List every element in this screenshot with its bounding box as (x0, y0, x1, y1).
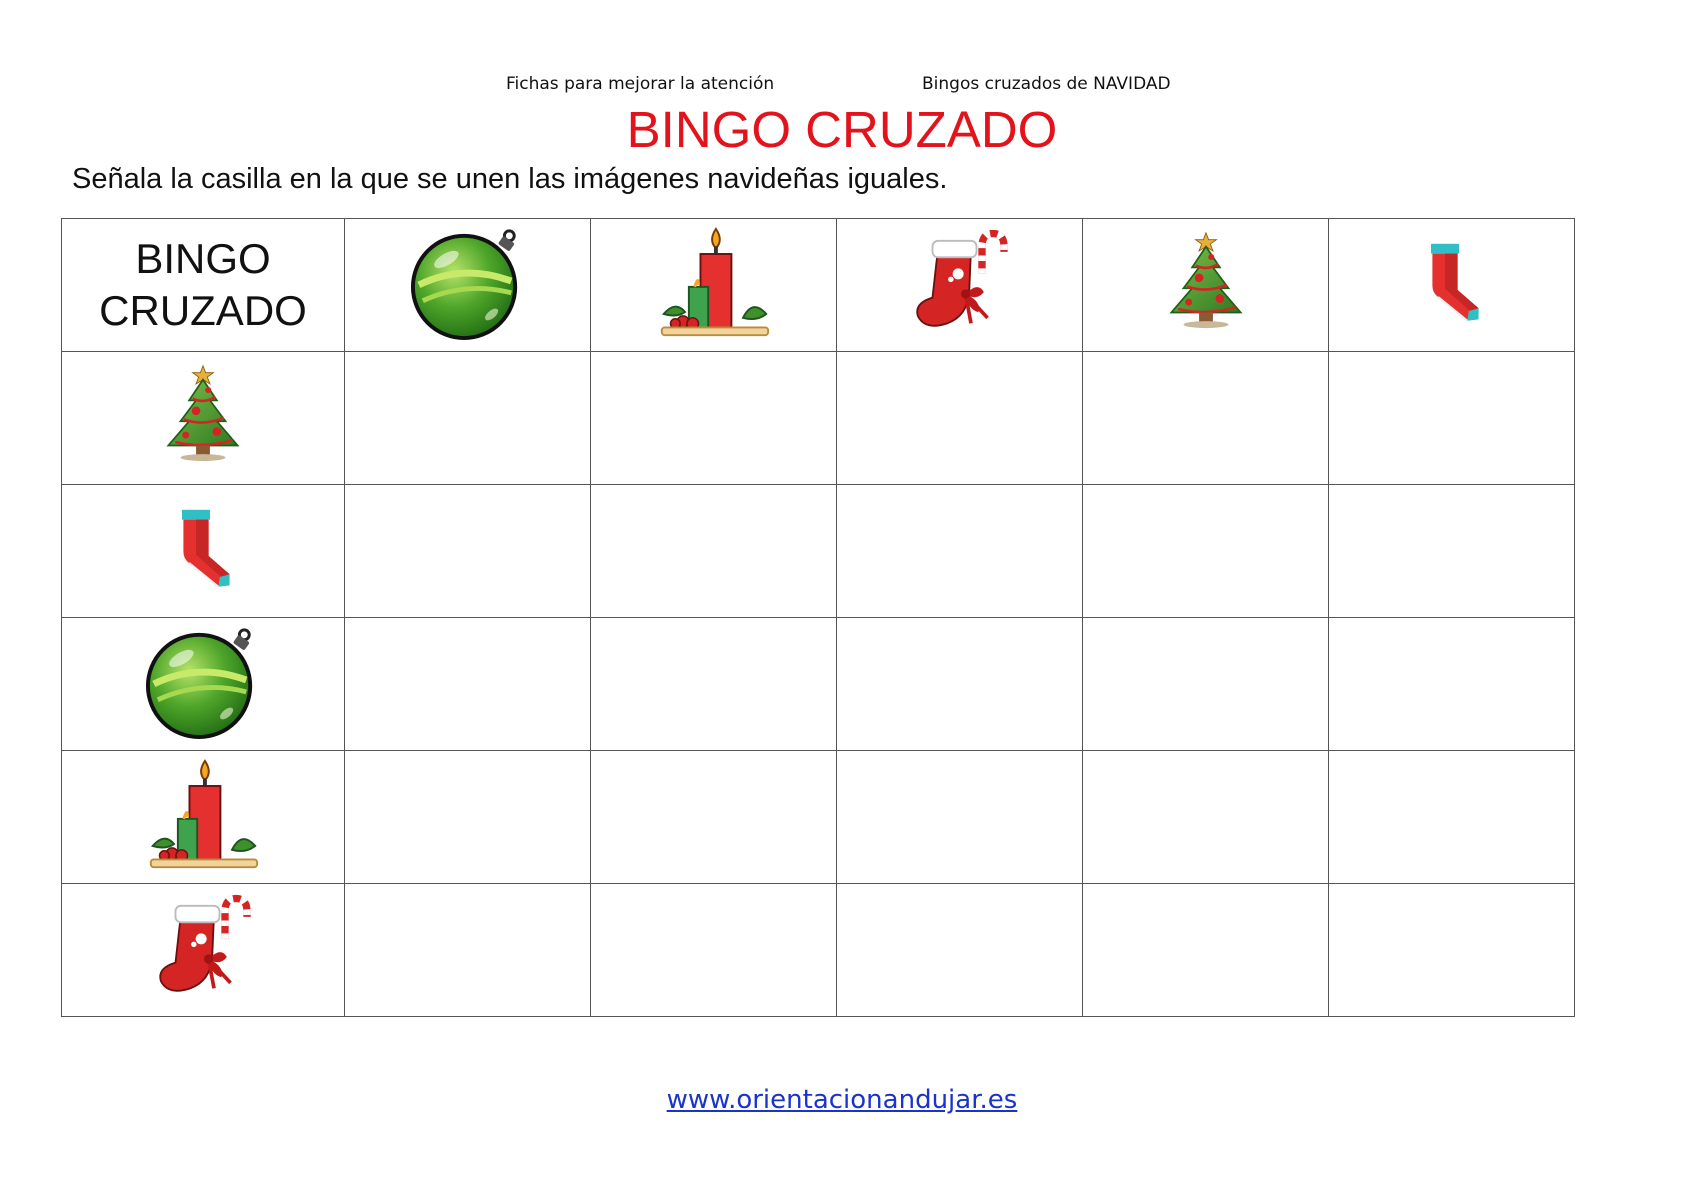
corner-line-2: CRUZADO (99, 287, 307, 334)
grid-cell-3-1[interactable] (345, 618, 591, 751)
ornament-icon (409, 224, 527, 342)
grid-cell-4-2[interactable] (591, 751, 837, 884)
column-header-1 (345, 219, 591, 352)
grid-cell-2-3[interactable] (837, 485, 1083, 618)
christmas-tree-icon (151, 359, 255, 473)
grid-cell-3-2[interactable] (591, 618, 837, 751)
website-link[interactable]: www.orientacionandujar.es (666, 1085, 1018, 1115)
column-header-3 (837, 219, 1083, 352)
page-header (0, 74, 1684, 98)
grid-cell-1-3[interactable] (837, 352, 1083, 485)
stocking-candy-cane-icon (905, 227, 1015, 339)
column-header-4 (1083, 219, 1329, 352)
grid-header-row (62, 219, 1575, 352)
grid-cell-5-5[interactable] (1329, 884, 1575, 1017)
candle-icon (145, 756, 261, 874)
grid-cell-5-3[interactable] (837, 884, 1083, 1017)
page-footer (0, 1085, 1684, 1115)
stocking-candy-cane-icon (148, 892, 258, 1004)
grid-cell-1-5[interactable] (1329, 352, 1575, 485)
grid-cell-2-5[interactable] (1329, 485, 1575, 618)
row-header-4 (62, 751, 345, 884)
grid-cell-4-3[interactable] (837, 751, 1083, 884)
grid-row-1 (62, 352, 1575, 485)
grid-cell-1-1[interactable] (345, 352, 591, 485)
sock-icon (161, 494, 245, 604)
grid-cell-4-4[interactable] (1083, 751, 1329, 884)
header-left-text: Fichas para mejorar la atención (506, 74, 775, 94)
grid-row-2 (62, 485, 1575, 618)
row-header-3 (62, 618, 345, 751)
grid-cell-1-2[interactable] (591, 352, 837, 485)
grid-cell-4-1[interactable] (345, 751, 591, 884)
grid-cell-5-2[interactable] (591, 884, 837, 1017)
corner-cell (62, 219, 345, 352)
column-header-2 (591, 219, 837, 352)
grid-cell-4-5[interactable] (1329, 751, 1575, 884)
ornament-icon (144, 623, 262, 741)
candle-icon (656, 224, 772, 342)
grid-cell-2-4[interactable] (1083, 485, 1329, 618)
row-header-5 (62, 884, 345, 1017)
row-header-2 (62, 485, 345, 618)
christmas-tree-icon (1154, 226, 1258, 340)
instruction-text: Señala la casilla en la que se unen las imágenes navideñas iguales. (72, 163, 948, 195)
grid-cell-2-2[interactable] (591, 485, 837, 618)
grid-cell-5-1[interactable] (345, 884, 591, 1017)
sock-icon (1410, 228, 1494, 338)
grid-cell-5-4[interactable] (1083, 884, 1329, 1017)
bingo-grid (61, 218, 1575, 1017)
corner-line-1: BINGO (135, 235, 271, 282)
grid-row-5 (62, 884, 1575, 1017)
grid-row-3 (62, 618, 1575, 751)
grid-cell-3-4[interactable] (1083, 618, 1329, 751)
grid-cell-3-3[interactable] (837, 618, 1083, 751)
grid-cell-3-5[interactable] (1329, 618, 1575, 751)
grid-row-4 (62, 751, 1575, 884)
grid-cell-1-4[interactable] (1083, 352, 1329, 485)
column-header-5 (1329, 219, 1575, 352)
header-right-text: Bingos cruzados de NAVIDAD (922, 74, 1171, 94)
grid-cell-2-1[interactable] (345, 485, 591, 618)
page-title: BINGO CRUZADO (626, 101, 1058, 158)
row-header-1 (62, 352, 345, 485)
